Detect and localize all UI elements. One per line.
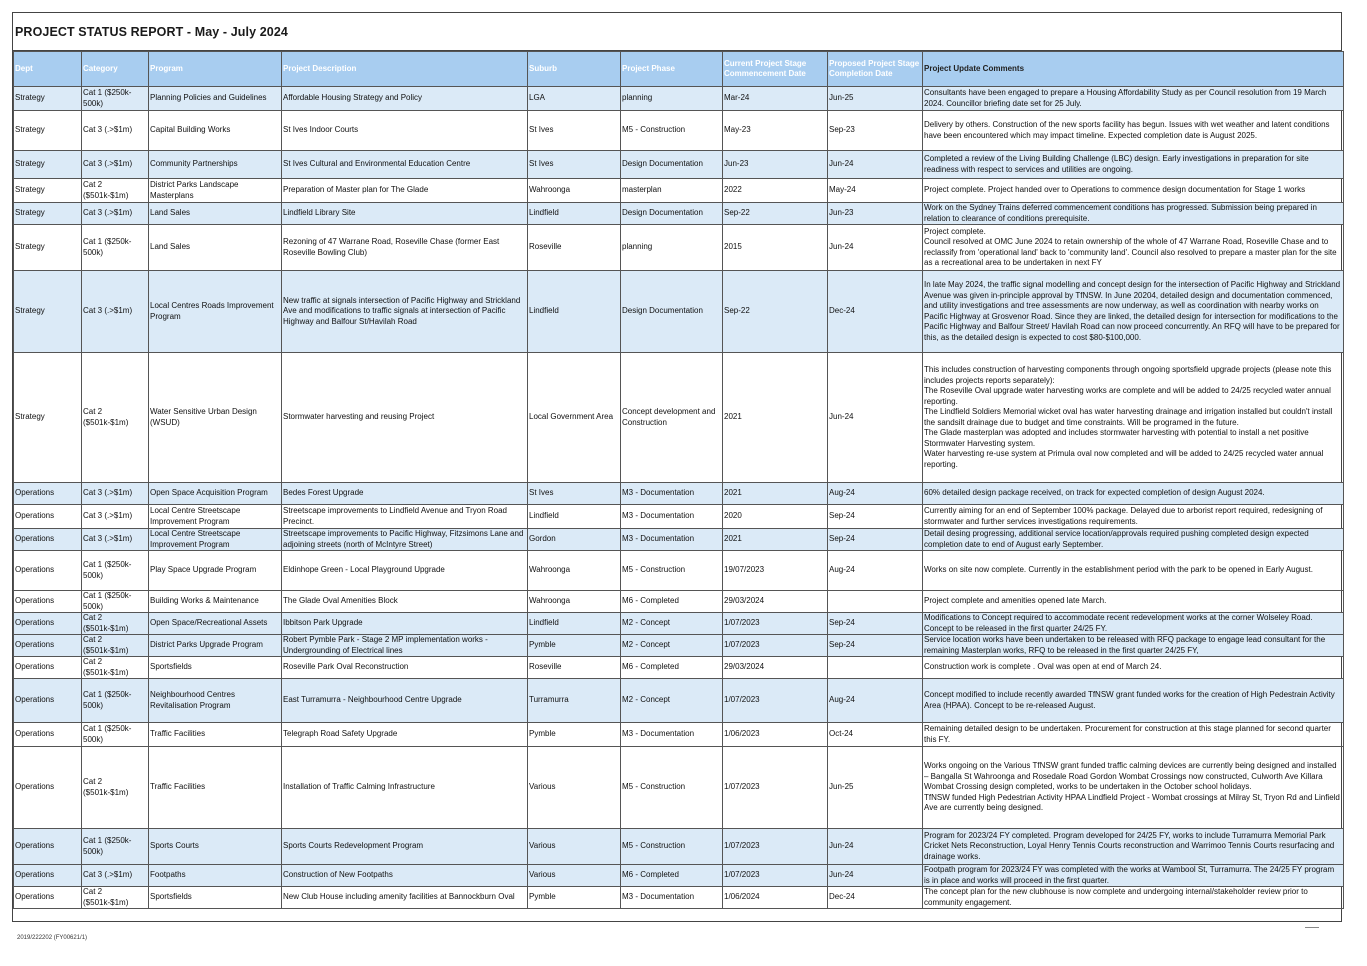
cell-commencement: 2020 <box>723 505 828 529</box>
title-bar <box>13 13 1341 51</box>
cell-description: Telegraph Road Safety Upgrade <box>282 723 528 747</box>
cell-category: Cat 2 ($501k-$1m) <box>82 657 149 679</box>
cell-comments: Consultants have been engaged to prepare a Housing Affordability Study as per Council resolution from 19 March 2024. Councillor briefing date set for 25 July. <box>923 87 1344 111</box>
cell-dept: Strategy <box>14 151 82 179</box>
cell-commencement: 1/06/2023 <box>723 723 828 747</box>
table-row <box>14 87 1344 111</box>
cell-dept: Strategy <box>14 225 82 271</box>
cell-completion: Sep-24 <box>828 613 923 635</box>
cell-program: Local Centre Streetscape Improvement Program <box>149 505 282 529</box>
cell-program: Water Sensitive Urban Design (WSUD) <box>149 353 282 483</box>
table-row <box>14 271 1344 353</box>
cell-category: Cat 3 (.>$1m) <box>82 529 149 551</box>
cell-description: Streetscape improvements to Lindfield Avenue and Tryon Road Precinct. <box>282 505 528 529</box>
cell-dept: Strategy <box>14 203 82 225</box>
cell-completion: May-24 <box>828 179 923 203</box>
cell-suburb: Lindfield <box>528 203 621 225</box>
page-mark <box>1305 927 1319 928</box>
table-row <box>14 865 1344 887</box>
table-row <box>14 353 1344 483</box>
cell-dept: Operations <box>14 591 82 613</box>
cell-completion: Dec-24 <box>828 887 923 909</box>
header-dept: Dept <box>14 52 82 87</box>
cell-comments: Project complete. Project handed over to Operations to commence design documentation for Stage 1 works <box>923 179 1344 203</box>
header-program: Program <box>149 52 282 87</box>
document-reference: 2019/222202 (FY00621/1) <box>17 935 88 941</box>
cell-category: Cat 1 ($250k-500k) <box>82 87 149 111</box>
cell-category: Cat 3 (.>$1m) <box>82 111 149 151</box>
cell-commencement: Mar-24 <box>723 87 828 111</box>
header-category: Category <box>82 52 149 87</box>
cell-commencement: 1/07/2023 <box>723 865 828 887</box>
cell-program: Local Centre Streetscape Improvement Program <box>149 529 282 551</box>
table-row <box>14 747 1344 829</box>
cell-commencement: 1/07/2023 <box>723 613 828 635</box>
cell-description: Affordable Housing Strategy and Policy <box>282 87 528 111</box>
cell-category: Cat 1 ($250k-500k) <box>82 551 149 591</box>
cell-program: Building Works & Maintenance <box>149 591 282 613</box>
cell-category: Cat 2 ($501k-$1m) <box>82 635 149 657</box>
cell-comments: Service location works have been undertaken to be released with RFQ package to engage lead consultant for the remaining Masterplan works, RFQ to be released in the first quarter 24/25 FY, <box>923 635 1344 657</box>
header-comments: Project Update Comments <box>923 52 1344 87</box>
cell-comments: Modifications to Concept required to accommodate recent redevelopment works at the corner Wolseley Road. Concept to be released in the first quarter 24/25 FY. <box>923 613 1344 635</box>
cell-suburb: LGA <box>528 87 621 111</box>
table-header-row <box>14 52 1344 87</box>
cell-commencement: 2021 <box>723 353 828 483</box>
table-row <box>14 505 1344 529</box>
cell-description: Roseville Park Oval Reconstruction <box>282 657 528 679</box>
cell-commencement: 29/03/2024 <box>723 657 828 679</box>
cell-program: Open Space/Recreational Assets <box>149 613 282 635</box>
cell-program: Sportsfields <box>149 657 282 679</box>
cell-program: Sportsfields <box>149 887 282 909</box>
cell-comments: Footpath program for 2023/24 FY was completed with the works at Wambool St, Turramurra. The 24/25 FY program is in place and works will proceed in the first quarter. <box>923 865 1344 887</box>
cell-phase: M3 - Documentation <box>621 887 723 909</box>
cell-dept: Operations <box>14 723 82 747</box>
cell-commencement: 1/07/2023 <box>723 635 828 657</box>
cell-comments: Detail desing progressing, additional service location/approvals required pushing completed design expected completion date to end of August early September. <box>923 529 1344 551</box>
cell-completion: Jun-24 <box>828 865 923 887</box>
cell-program: District Parks Landscape Masterplans <box>149 179 282 203</box>
cell-phase: M2 - Concept <box>621 613 723 635</box>
cell-description: New Club House including amenity facilities at Bannockburn Oval <box>282 887 528 909</box>
cell-description: East Turramurra - Neighbourhood Centre Upgrade <box>282 679 528 723</box>
cell-phase: M3 - Documentation <box>621 505 723 529</box>
cell-completion <box>828 657 923 679</box>
table-row <box>14 551 1344 591</box>
cell-description: The Glade Oval Amenities Block <box>282 591 528 613</box>
cell-category: Cat 2 ($501k-$1m) <box>82 887 149 909</box>
cell-description: Preparation of Master plan for The Glade <box>282 179 528 203</box>
cell-completion: Oct-24 <box>828 723 923 747</box>
cell-description: Robert Pymble Park - Stage 2 MP implementation works - Undergrounding of Electrical lines <box>282 635 528 657</box>
cell-category: Cat 2 ($501k-$1m) <box>82 747 149 829</box>
cell-program: Footpaths <box>149 865 282 887</box>
table-row <box>14 723 1344 747</box>
cell-comments: Concept modified to include recently awarded TfNSW grant funded works for the creation of High Pedestrain Activity Area (HPAA). Concept to be re-released August. <box>923 679 1344 723</box>
cell-program: Capital Building Works <box>149 111 282 151</box>
cell-completion: Sep-24 <box>828 529 923 551</box>
cell-description: Eldinhope Green - Local Playground Upgrade <box>282 551 528 591</box>
cell-phase: M6 - Completed <box>621 657 723 679</box>
cell-suburb: St Ives <box>528 111 621 151</box>
cell-dept: Operations <box>14 483 82 505</box>
cell-comments: 60% detailed design package received, on track for expected completion of design August 2024. <box>923 483 1344 505</box>
cell-suburb: Wahroonga <box>528 179 621 203</box>
cell-commencement: May-23 <box>723 111 828 151</box>
cell-phase: M5 - Construction <box>621 111 723 151</box>
cell-description: Ibbitson Park Upgrade <box>282 613 528 635</box>
cell-commencement: 1/07/2023 <box>723 747 828 829</box>
cell-phase: M6 - Completed <box>621 865 723 887</box>
cell-suburb: Gordon <box>528 529 621 551</box>
table-row <box>14 829 1344 865</box>
cell-phase: M2 - Concept <box>621 679 723 723</box>
cell-phase: masterplan <box>621 179 723 203</box>
cell-category: Cat 1 ($250k-500k) <box>82 225 149 271</box>
table-body <box>14 87 1344 909</box>
cell-commencement: 29/03/2024 <box>723 591 828 613</box>
cell-category: Cat 3 (.>$1m) <box>82 271 149 353</box>
cell-category: Cat 1 ($250k-500k) <box>82 723 149 747</box>
table-row <box>14 203 1344 225</box>
cell-program: Traffic Facilities <box>149 747 282 829</box>
report-title: PROJECT STATUS REPORT - May - July 2024 <box>15 24 288 39</box>
cell-completion: Jun-24 <box>828 829 923 865</box>
cell-program: Traffic Facilities <box>149 723 282 747</box>
cell-dept: Operations <box>14 635 82 657</box>
cell-category: Cat 1 ($250k-500k) <box>82 829 149 865</box>
header-completion: Proposed Project Stage Completion Date <box>828 52 923 87</box>
cell-completion: Sep-24 <box>828 505 923 529</box>
cell-suburb: Various <box>528 747 621 829</box>
header-commencement: Current Project Stage Commencement Date <box>723 52 828 87</box>
cell-commencement: 1/06/2024 <box>723 887 828 909</box>
cell-dept: Operations <box>14 865 82 887</box>
header-description: Project Description <box>282 52 528 87</box>
cell-dept: Strategy <box>14 271 82 353</box>
cell-commencement: 2021 <box>723 483 828 505</box>
cell-phase: Concept development and Construction <box>621 353 723 483</box>
cell-program: Sports Courts <box>149 829 282 865</box>
cell-comments: Works on site now complete. Currently in the establishment period with the park to be opened in Early August. <box>923 551 1344 591</box>
table-row <box>14 483 1344 505</box>
cell-program: Local Centres Roads Improvement Program <box>149 271 282 353</box>
cell-description: Construction of New Footpaths <box>282 865 528 887</box>
cell-completion: Jun-25 <box>828 747 923 829</box>
cell-phase: M2 - Concept <box>621 635 723 657</box>
cell-suburb: Wahroonga <box>528 551 621 591</box>
cell-phase: M3 - Documentation <box>621 483 723 505</box>
cell-phase: M5 - Construction <box>621 551 723 591</box>
cell-commencement: Sep-22 <box>723 271 828 353</box>
cell-description: Sports Courts Redevelopment Program <box>282 829 528 865</box>
cell-comments: Remaining detailed design to be undertaken. Procurement for construction at this stage planned for second quarter this FY. <box>923 723 1344 747</box>
cell-phase: M5 - Construction <box>621 829 723 865</box>
cell-commencement: 19/07/2023 <box>723 551 828 591</box>
cell-phase: M6 - Completed <box>621 591 723 613</box>
cell-suburb: Roseville <box>528 657 621 679</box>
cell-dept: Operations <box>14 613 82 635</box>
cell-category: Cat 3 (.>$1m) <box>82 505 149 529</box>
cell-suburb: Wahroonga <box>528 591 621 613</box>
cell-comments: This includes construction of harvesting components through ongoing sportsfield upgrade projects (please note this includes projects reports separately): The Roseville Oval upgrade water harvesting works are complete and will be added to 24/25 recycled water annual reporting. The Lindfield Soldiers Memorial wicket oval has water harvesting drainage and irrigation installed but couldn't install the sandsilt drainage due to budget and time constraints. Will be programed in the future. The Glade masterplan was adopted and includes stormwater harvesting with potential to install a net positive Stormwater Harvesting system. Water harvesting re-use system at Primula oval now completed and will be added to 24/25 recycled water annual reporting. <box>923 353 1344 483</box>
table-row <box>14 111 1344 151</box>
table-row <box>14 591 1344 613</box>
cell-description: Lindfield Library Site <box>282 203 528 225</box>
cell-category: Cat 2 ($501k-$1m) <box>82 353 149 483</box>
cell-suburb: Pymble <box>528 723 621 747</box>
cell-phase: M3 - Documentation <box>621 529 723 551</box>
cell-program: Open Space Acquisition Program <box>149 483 282 505</box>
cell-dept: Operations <box>14 679 82 723</box>
cell-description: New traffic at signals intersection of Pacific Highway and Strickland Ave and modifications to traffic signals at intersection of Pacific Highway and Balfour St/Havilah Road <box>282 271 528 353</box>
table-row <box>14 887 1344 909</box>
cell-program: District Parks Upgrade Program <box>149 635 282 657</box>
cell-category: Cat 1 ($250k-500k) <box>82 591 149 613</box>
cell-comments: Works ongoing on the Various TfNSW grant funded traffic calming devices are currently being designed and installed – Bangalla St Wahroonga and Rosedale Road Gordon Wombat Crossings now constructed, Culworth Ave Killara Wombat Crossing design completed, works to be undertaken in the October school holidays. TfNSW funded High Pedestrian Activity HPAA Lindfield Project - Wombat crossings at Milray St, Tryon Rd and Linfield Ave are currently being designed. <box>923 747 1344 829</box>
cell-dept: Operations <box>14 505 82 529</box>
cell-dept: Operations <box>14 657 82 679</box>
cell-description: St Ives Indoor Courts <box>282 111 528 151</box>
cell-category: Cat 3 (.>$1m) <box>82 483 149 505</box>
cell-comments: Program for 2023/24 FY completed. Program developed for 24/25 FY, works to include Turramurra Memorial Park Cricket Nets Reconstruction, Loyal Henry Tennis Courts reconstruction and Warrimoo Tennis Courts resurfacing and drainage works. <box>923 829 1344 865</box>
cell-dept: Strategy <box>14 111 82 151</box>
cell-description: St Ives Cultural and Environmental Education Centre <box>282 151 528 179</box>
cell-commencement: 2022 <box>723 179 828 203</box>
cell-description: Streetscape improvements to Pacific Highway, Fitzsimons Lane and adjoining streets (north of McIntyre Street) <box>282 529 528 551</box>
cell-commencement: Jun-23 <box>723 151 828 179</box>
cell-program: Land Sales <box>149 203 282 225</box>
cell-comments: Project complete. Council resolved at OMC June 2024 to retain ownership of the whole of 47 Warrane Road, Roseville Chase and to reclassify from 'operational land' back to 'community land'. Council also resolved to prepare a master plan for the site as a recreational area to be undertaken in next FY <box>923 225 1344 271</box>
cell-suburb: Various <box>528 865 621 887</box>
header-phase: Project Phase <box>621 52 723 87</box>
cell-description: Bedes Forest Upgrade <box>282 483 528 505</box>
cell-completion: Aug-24 <box>828 679 923 723</box>
cell-category: Cat 3 (.>$1m) <box>82 151 149 179</box>
cell-suburb: Local Government Area <box>528 353 621 483</box>
cell-program: Planning Policies and Guidelines <box>149 87 282 111</box>
cell-completion: Jun-24 <box>828 353 923 483</box>
cell-description: Installation of Traffic Calming Infrastructure <box>282 747 528 829</box>
cell-dept: Operations <box>14 887 82 909</box>
cell-comments: In late May 2024, the traffic signal modelling and concept design for the intersection of Pacific Highway and Strickland Avenue was given in-principle approval by TfNSW. In June 20204, detailed design and documentation commenced, and utility investigations and tree assessments are now underway, as well as coordination with nearby works on Pacific Highway at Grosvenor Road. Since they are linked, the detailed design for intersection for modifications to the Pacific Highway and Balfour Street/ Havilah Road can now proceed concurrently. An RFQ will have to be prepared for this, as the detailed design is expected to cost $80-$100,000. <box>923 271 1344 353</box>
cell-category: Cat 2 ($501k-$1m) <box>82 179 149 203</box>
cell-completion: Aug-24 <box>828 483 923 505</box>
table-row <box>14 635 1344 657</box>
cell-suburb: Lindfield <box>528 271 621 353</box>
table-row <box>14 179 1344 203</box>
table-row <box>14 151 1344 179</box>
cell-suburb: St Ives <box>528 151 621 179</box>
cell-comments: The concept plan for the new clubhouse is now complete and undergoing internal/stakeholder review prior to community engagement. <box>923 887 1344 909</box>
cell-comments: Work on the Sydney Trains deferred commencement conditions has progressed. Submission being prepared in relation to clearance of conditions prerequisite. <box>923 203 1344 225</box>
table-row <box>14 225 1344 271</box>
cell-suburb: Pymble <box>528 635 621 657</box>
cell-program: Land Sales <box>149 225 282 271</box>
cell-commencement: 2015 <box>723 225 828 271</box>
cell-comments: Currently aiming for an end of September 100% package. Delayed due to arborist report required, redesigning of stormwater and further services investigations requirements. <box>923 505 1344 529</box>
cell-suburb: Turramurra <box>528 679 621 723</box>
cell-completion: Dec-24 <box>828 271 923 353</box>
header-suburb: Suburb <box>528 52 621 87</box>
cell-commencement: Sep-22 <box>723 203 828 225</box>
cell-phase: M3 - Documentation <box>621 723 723 747</box>
cell-phase: Design Documentation <box>621 203 723 225</box>
cell-category: Cat 3 (.>$1m) <box>82 203 149 225</box>
cell-phase: M5 - Construction <box>621 747 723 829</box>
cell-suburb: Lindfield <box>528 613 621 635</box>
cell-completion: Aug-24 <box>828 551 923 591</box>
cell-dept: Operations <box>14 829 82 865</box>
cell-suburb: Lindfield <box>528 505 621 529</box>
table-row <box>14 613 1344 635</box>
cell-phase: Design Documentation <box>621 271 723 353</box>
cell-phase: Design Documentation <box>621 151 723 179</box>
cell-commencement: 2021 <box>723 529 828 551</box>
cell-comments: Construction work is complete . Oval was open at end of March 24. <box>923 657 1344 679</box>
cell-completion: Jun-24 <box>828 151 923 179</box>
cell-suburb: St Ives <box>528 483 621 505</box>
cell-completion: Jun-23 <box>828 203 923 225</box>
table-row <box>14 657 1344 679</box>
cell-dept: Strategy <box>14 353 82 483</box>
cell-description: Rezoning of 47 Warrane Road, Roseville Chase (former East Roseville Bowling Club) <box>282 225 528 271</box>
cell-commencement: 1/07/2023 <box>723 829 828 865</box>
cell-dept: Operations <box>14 551 82 591</box>
cell-completion: Jun-25 <box>828 87 923 111</box>
cell-category: Cat 3 (.>$1m) <box>82 865 149 887</box>
cell-dept: Operations <box>14 529 82 551</box>
cell-comments: Delivery by others. Construction of the new sports facility has begun. Issues with wet weather and latent conditions have been encountered which may impact timeline. Expected completion date is August 2025. <box>923 111 1344 151</box>
table-row <box>14 679 1344 723</box>
cell-commencement: 1/07/2023 <box>723 679 828 723</box>
cell-program: Neighbourhood Centres Revitalisation Program <box>149 679 282 723</box>
cell-comments: Project complete and amenities opened late March. <box>923 591 1344 613</box>
report-frame <box>12 12 1342 922</box>
cell-comments: Completed a review of the Living Building Challenge (LBC) design. Early investigations in preparation for site readiness with respect to services and utilities are ongoing. <box>923 151 1344 179</box>
cell-phase: planning <box>621 87 723 111</box>
cell-completion: Jun-24 <box>828 225 923 271</box>
cell-suburb: Roseville <box>528 225 621 271</box>
cell-phase: planning <box>621 225 723 271</box>
cell-completion <box>828 591 923 613</box>
cell-category: Cat 2 ($501k-$1m) <box>82 613 149 635</box>
cell-program: Community Partnerships <box>149 151 282 179</box>
cell-program: Play Space Upgrade Program <box>149 551 282 591</box>
project-status-table <box>13 51 1344 909</box>
cell-dept: Strategy <box>14 87 82 111</box>
cell-completion: Sep-23 <box>828 111 923 151</box>
cell-description: Stormwater harvesting and reusing Project <box>282 353 528 483</box>
table-row <box>14 529 1344 551</box>
cell-suburb: Pymble <box>528 887 621 909</box>
cell-suburb: Various <box>528 829 621 865</box>
cell-dept: Operations <box>14 747 82 829</box>
cell-dept: Strategy <box>14 179 82 203</box>
cell-category: Cat 1 ($250k-500k) <box>82 679 149 723</box>
cell-completion: Sep-24 <box>828 635 923 657</box>
